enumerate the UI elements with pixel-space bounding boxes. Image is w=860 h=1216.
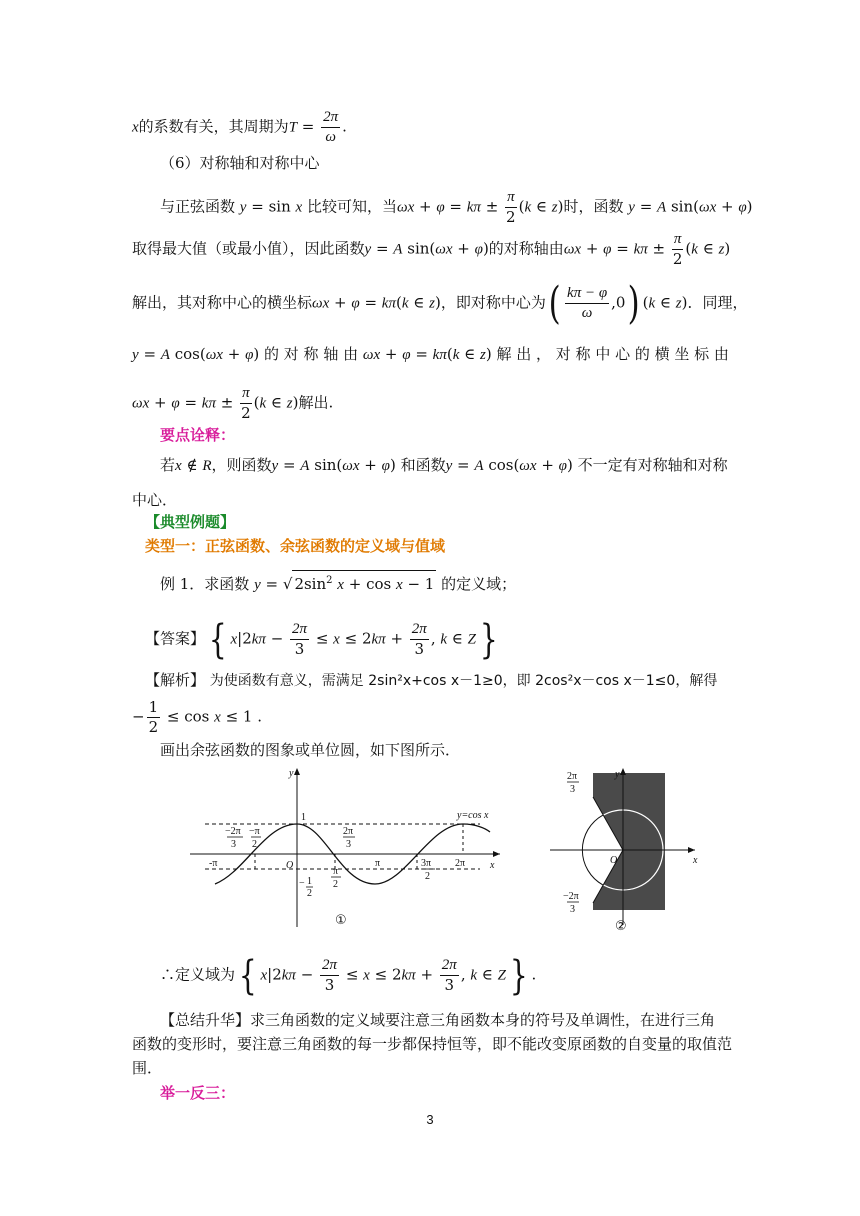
answer-line: 【答案】{ x|2kπ − $\frac{2\pi}{3}$ ≤ x ≤ 2kπ + $\frac{2\pi}{3}$ , k ∈ Z} (145, 616, 498, 663)
svg-text:②: ② (615, 919, 627, 934)
svg-text:π: π (333, 866, 339, 877)
svg-text:3: 3 (570, 904, 575, 915)
svg-text:y: y (615, 769, 620, 780)
svg-text:O: O (286, 860, 294, 871)
para-line-3: 取得最大值（或最小值），因此函数y = A sin(ωx + φ)的对称轴由ωx + φ = kπ ± $\frac{\pi}{2}$ (k ∈ z) (132, 231, 731, 268)
analysis-line-2: − $\frac{1}{2}$ ≤ cos x ≤ 1 . (132, 698, 263, 736)
svg-text:2π: 2π (567, 771, 578, 782)
svg-text:1: 1 (307, 876, 312, 887)
svg-text:3: 3 (346, 839, 351, 850)
svg-text:y: y (289, 768, 294, 779)
svg-text:-π: -π (209, 858, 218, 869)
analysis-line-1: 【解析】 为使函数有意义，需满足 2sin²x+cos x－1≥0，即 2cos²x－cos x－1≤0，解得 (145, 671, 718, 689)
svg-text:3: 3 (570, 784, 575, 795)
svg-text:π: π (375, 858, 381, 869)
svg-text:O: O (610, 855, 618, 866)
svg-text:3: 3 (231, 839, 236, 850)
svg-text:y=cos x: y=cos x (457, 810, 489, 821)
note-line-1: 若x ∉ R，则函数y = A sin(ωx + φ) 和函数y = A cos(ωx + φ) 不一定有对称轴和对称 (160, 456, 728, 474)
type1-title: 类型一：正弦函数、余弦函数的定义域与值域 (145, 537, 446, 555)
para-line-2: 与正弦函数 y = sin x 比较可知，当ωx + φ = kπ ± $\frac{\pi}{2}$ (k ∈ z)时，函数 y = A sin(ωx + φ) (160, 189, 753, 226)
section-title: 【典型例题】 (145, 513, 236, 531)
svg-text:x: x (490, 860, 495, 871)
svg-text:−π: −π (249, 826, 260, 837)
summary-line-1: 【总结升华】求三角函数的定义域要注意三角函数本身的符号及单调性，在进行三角 (160, 1011, 716, 1029)
svg-text:2π: 2π (343, 826, 354, 837)
note-line-2: 中心． (132, 491, 178, 509)
note-title: 要点诠释： (160, 426, 236, 444)
svg-text:1: 1 (301, 812, 306, 823)
svg-text:−: − (299, 878, 305, 889)
svg-text:3π: 3π (421, 858, 432, 869)
svg-text:2: 2 (333, 879, 338, 890)
svg-text:−2π: −2π (563, 891, 579, 902)
svg-text:2: 2 (307, 888, 312, 899)
svg-text:2π: 2π (455, 858, 466, 869)
summary-line-3: 围． (132, 1059, 163, 1077)
example-1: 例 1．求函数 y = √ $2\sin^2$ x + cos x − 1 的定义域； (160, 570, 516, 595)
svg-text:x: x (693, 855, 698, 866)
para-line-4: 解出，其对称中心的横坐标ωx + φ = kπ(k ∈ z)，即对称中心为( $\frac{k\pi - \varphi}{\omega}$ ,0) (k ∈ z)．同理， (132, 277, 748, 329)
para-line-6: ωx + φ = kπ ± $\frac{\pi}{2}$ (k ∈ z)解出. (132, 385, 334, 422)
period-line: x的系数有关，其周期为T = $\frac{2\pi}{\omega}$ . (132, 109, 347, 145)
summary-line-2: 函数的变形时，要注意三角函数的每一步都保持恒等，即不能改变原函数的自变量的取值范 (132, 1035, 733, 1053)
page-number: 3 (426, 1112, 434, 1127)
practice-title: 举一反三： (160, 1084, 236, 1102)
draw-instruction: 画出余弦函数的图象或单位圆，如下图所示． (160, 741, 461, 759)
svg-text:2: 2 (425, 871, 430, 882)
para-line-5: y = A cos(ωx + φ) 的 对 称 轴 由 ωx + φ = kπ(k ∈ z) 解 出 ， 对 称 中 心 的 横 坐 标 由 (132, 345, 729, 363)
svg-text:−2π: −2π (225, 826, 241, 837)
cosine-graph-figure (185, 762, 505, 932)
domain-result: ∴定义域为{ x|2kπ − $\frac{2\pi}{3}$ ≤ x ≤ 2kπ + $\frac{2\pi}{3}$ , k ∈ Z} . (160, 952, 537, 999)
unit-circle-figure (545, 765, 705, 935)
svg-text:2: 2 (252, 839, 257, 850)
section-6-heading: （6）对称轴和对称中心 (160, 154, 320, 172)
svg-text:①: ① (335, 913, 347, 928)
